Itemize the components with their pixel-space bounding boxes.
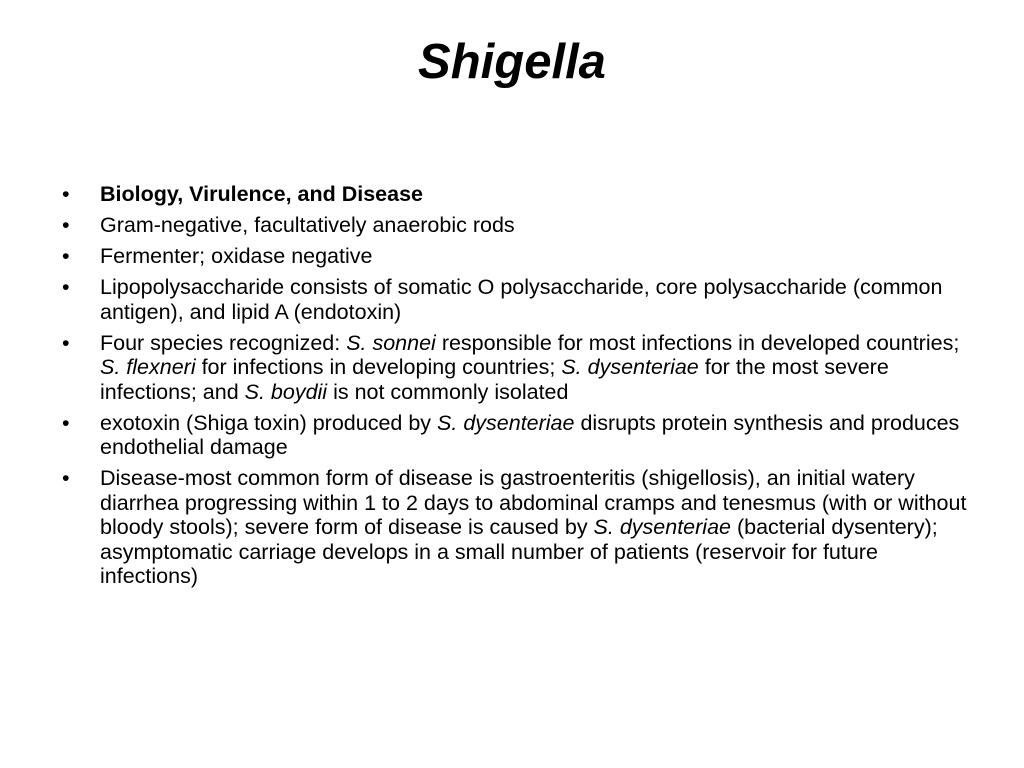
- bullet-text: [100, 466, 966, 588]
- text-run: is not commonly isolated: [327, 379, 569, 404]
- bullet-icon: •: [62, 244, 70, 268]
- text-run: disrupts protein synthesis and produces endothelial damage: [100, 410, 960, 459]
- list-item: [62, 331, 967, 405]
- list-item: [62, 275, 967, 324]
- species-name: S. flexneri: [100, 355, 196, 379]
- bullet-icon: •: [62, 330, 70, 355]
- bullet-text: Gram-negative, facultatively anaerobic rods: [100, 213, 515, 237]
- bullet-icon: •: [62, 410, 70, 435]
- bullet-text: [100, 331, 959, 404]
- text-run: exotoxin (Shiga toxin) produced by: [100, 410, 438, 435]
- text-run: for infections in developing countries;: [195, 355, 562, 379]
- text-run: (bacterial dysentery); asymptomatic carriage develops in a small number of patients (reservoir for future infections): [100, 515, 938, 588]
- slide-title: Shigella: [418, 35, 606, 89]
- bullet-icon: •: [62, 182, 70, 206]
- section-heading: Biology, Virulence, and Disease: [100, 182, 424, 206]
- text-run: for the most severe infections; and: [100, 355, 889, 404]
- list-item: [62, 244, 967, 269]
- species-name: S. dysenteriae: [561, 355, 699, 379]
- bullet-list: [62, 182, 967, 595]
- text-run: Disease-most common form of disease is gastroenteritis (shigellosis), an initial watery diarrhea progressing within 1 to 2 days to abdominal cramps and tenesmus (with or without bloody stools); severe form of disease is caused by: [100, 466, 967, 539]
- species-name: S. sonnei: [346, 330, 436, 355]
- list-item: [62, 411, 967, 460]
- list-item: [62, 466, 967, 589]
- bullet-text: Fermenter; oxidase negative: [100, 244, 373, 268]
- bullet-text: Lipopolysaccharide consists of somatic O polysaccharide, core polysaccharide (common antigen), and lipid A (endotoxin): [100, 275, 943, 324]
- species-name: S. boydii: [244, 379, 328, 404]
- list-item: [62, 182, 967, 207]
- list-item: [62, 213, 967, 238]
- text-run: Four species recognized:: [100, 330, 347, 355]
- bullet-icon: •: [62, 275, 70, 299]
- bullet-icon: •: [62, 213, 70, 237]
- species-name: S. dysenteriae: [593, 515, 731, 539]
- bullet-text: [100, 411, 959, 460]
- text-run: responsible for most infections in developed countries;: [435, 330, 960, 355]
- species-name: S. dysenteriae: [437, 410, 575, 435]
- bullet-icon: •: [62, 466, 70, 490]
